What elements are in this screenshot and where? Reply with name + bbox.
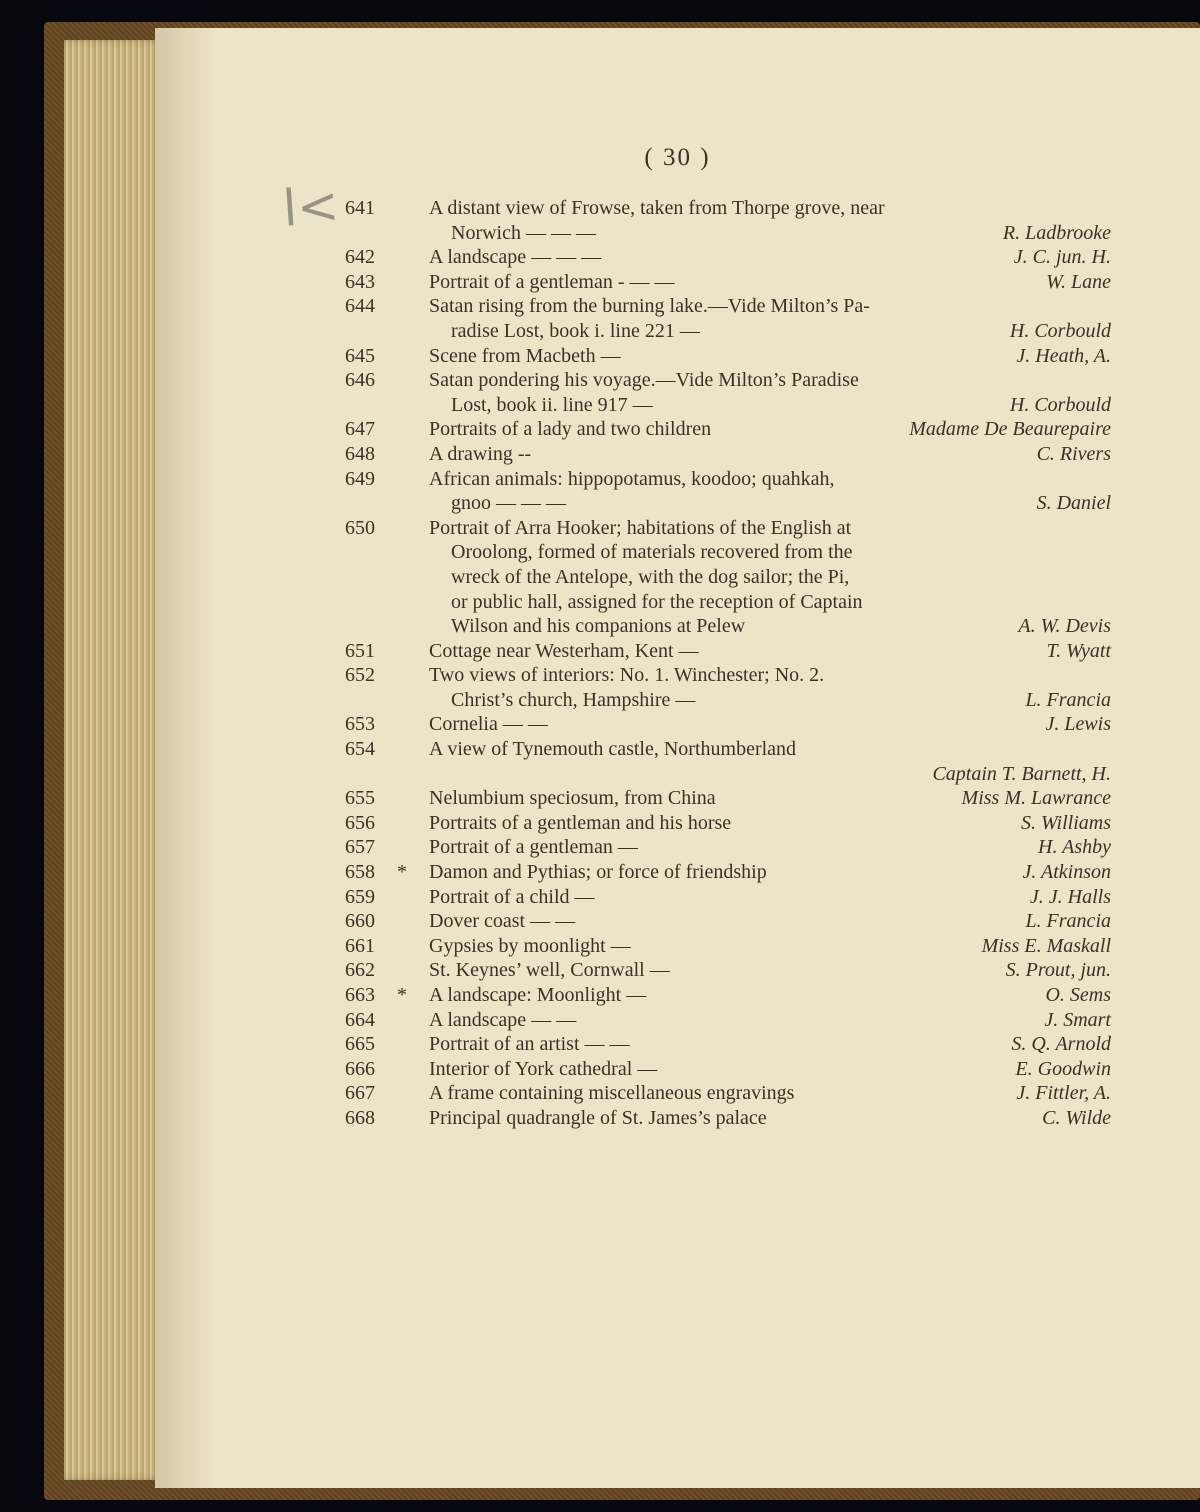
- entry-title-line: [451, 319, 1111, 344]
- catalogue-entry: [345, 885, 1111, 910]
- entry-title-text: A landscape: Moonlight —: [429, 984, 647, 1006]
- entry-artist: W. Lane: [1046, 270, 1111, 293]
- entry-artist: E. Goodwin: [1015, 1057, 1111, 1080]
- entry-artist: J. Lewis: [1045, 713, 1111, 736]
- catalogue-entry: [345, 1081, 1111, 1106]
- entry-title-line: [429, 1106, 1111, 1131]
- entry-title-text: Interior of York cathedral —: [429, 1057, 658, 1080]
- entry-number: 658: [345, 861, 375, 884]
- entry-artist: Miss E. Maskall: [981, 934, 1111, 957]
- entry-number: 651: [345, 639, 375, 662]
- entry-artist: J. C. jun. H.: [1013, 246, 1111, 269]
- entry-title-line: [429, 811, 1111, 836]
- entry-title-text: Norwich — — —: [451, 221, 596, 244]
- entry-artist: H. Corbould: [1009, 393, 1111, 416]
- entry-title-line: [429, 344, 1111, 369]
- catalogue-entry: [345, 270, 1111, 295]
- entry-number: 642: [345, 246, 375, 269]
- entry-title-line: [451, 540, 1105, 565]
- catalogue-entry: [345, 712, 1111, 737]
- entry-number: 654: [345, 738, 375, 761]
- entry-number: 660: [345, 910, 375, 933]
- entry-number: 649: [345, 467, 375, 490]
- entry-title-line: [451, 688, 1111, 713]
- entry-artist: C. Wilde: [1042, 1106, 1111, 1129]
- catalogue-entry: [345, 442, 1111, 467]
- entry-title-line: [429, 368, 1105, 393]
- entry-number: 647: [345, 418, 375, 441]
- entry-number: 667: [345, 1082, 375, 1105]
- entry-title-line: [451, 221, 1111, 246]
- entry-title-text: Nelumbium speciosum, from China: [429, 787, 716, 810]
- catalogue-entry: [345, 639, 1111, 664]
- entry-artist: S. Daniel: [1036, 492, 1111, 515]
- entry-artist: Captain T. Barnett, H.: [932, 762, 1111, 785]
- entry-title-line: [451, 565, 1105, 590]
- entry-title-text: Satan rising from the burning lake.—Vide Milton’s Pa-: [429, 295, 870, 318]
- entry-artist: H. Corbould: [1009, 319, 1111, 342]
- catalogue-entry: [345, 245, 1111, 270]
- entry-number: 644: [345, 295, 375, 318]
- entry-title-text: Portrait of a child —: [429, 885, 595, 908]
- entry-artist: S. Williams: [1020, 811, 1111, 834]
- entry-title-text: A distant view of Frowse, taken from Thorpe grove, near: [429, 197, 885, 219]
- entry-title-text: Portrait of a gentleman —: [429, 836, 638, 859]
- entry-title-text: St. Keynes’ well, Cornwall —: [429, 959, 670, 982]
- catalogue-entry: [345, 1106, 1111, 1131]
- catalogue-entry: [345, 1057, 1111, 1082]
- entry-number: 659: [345, 885, 375, 908]
- entry-artist: L. Francia: [1025, 910, 1111, 933]
- entry-title-line: [429, 270, 1111, 295]
- entry-number: 656: [345, 811, 375, 834]
- catalogue-entry: [345, 196, 1111, 245]
- catalogue-entry: [345, 368, 1111, 417]
- entry-artist: O. Sems: [1045, 984, 1111, 1006]
- entry-title-line: [451, 614, 1111, 639]
- entry-title-line: [429, 516, 1105, 541]
- entry-title-text: wreck of the Antelope, with the dog sailor; the Pi,: [451, 565, 850, 588]
- entry-number: 641: [345, 197, 375, 219]
- catalogue-entry: [345, 417, 1111, 442]
- entry-artist: Madame De Beaurepaire: [909, 418, 1111, 441]
- entry-number: 668: [345, 1106, 375, 1129]
- entry-number: 657: [345, 836, 375, 859]
- entry-title-text: Gypsies by moonlight —: [429, 934, 631, 957]
- entry-number: 652: [345, 664, 375, 687]
- catalogue-entry: [345, 983, 1111, 1008]
- entry-title-text: A view of Tynemouth castle, Northumberland: [429, 738, 797, 761]
- entry-title-text: gnoo — — —: [451, 492, 566, 515]
- page-edges: [64, 40, 164, 1480]
- entry-title-line: [429, 786, 1111, 811]
- entry-title-line: [429, 835, 1111, 860]
- entry-title-line: [451, 590, 1105, 615]
- entry-title-line: [429, 1032, 1111, 1057]
- entry-number: 661: [345, 934, 375, 957]
- entry-title-text: or public hall, assigned for the reception of Captain: [451, 590, 863, 613]
- entry-artist: J. Smart: [1044, 1008, 1111, 1031]
- entry-asterisk: *: [397, 984, 407, 1006]
- entry-title-text: Damon and Pythias; or force of friendship: [429, 861, 767, 884]
- entry-title-text: A landscape — —: [429, 1008, 577, 1031]
- entry-title-text: radise Lost, book i. line 221 —: [451, 319, 700, 342]
- entry-number: 653: [345, 713, 375, 736]
- catalogue-entry: [345, 1008, 1111, 1033]
- entry-artist: J. Atkinson: [1022, 861, 1111, 884]
- entry-title-text: Scene from Macbeth —: [429, 344, 621, 367]
- entry-artist: S. Q. Arnold: [1011, 1033, 1111, 1056]
- entry-title-line: [429, 934, 1111, 959]
- entry-number: 664: [345, 1008, 375, 1031]
- entry-number: 650: [345, 516, 375, 539]
- entry-title-line: [451, 491, 1111, 516]
- entry-title-line: [429, 1008, 1111, 1033]
- entry-title-text: Cornelia — —: [429, 713, 548, 736]
- catalogue-entry: [345, 344, 1111, 369]
- entry-title-line: [429, 442, 1111, 467]
- page-number: ( 30 ): [644, 144, 711, 171]
- entry-title-line: [429, 958, 1111, 983]
- entry-title-line: [451, 762, 1111, 787]
- entry-number: 663: [345, 984, 375, 1006]
- entry-title-line: [429, 885, 1111, 910]
- catalogue-entry: [345, 958, 1111, 983]
- catalogue-entry: [345, 786, 1111, 811]
- entry-title-text: Portrait of an artist — —: [429, 1033, 630, 1056]
- entry-asterisk: *: [397, 861, 407, 884]
- entry-artist: Miss M. Lawrance: [961, 787, 1111, 810]
- entry-title-line: [429, 196, 1105, 221]
- book-page: [155, 28, 1200, 1488]
- entry-number: 655: [345, 787, 375, 810]
- entry-title-text: Portraits of a lady and two children: [429, 418, 712, 441]
- entry-title-text: Portrait of Arra Hooker; habitations of the English at: [429, 516, 852, 539]
- catalogue-entry: [345, 860, 1111, 885]
- catalogue-entry: [345, 467, 1111, 516]
- entry-title-text: Dover coast — —: [429, 910, 576, 933]
- entry-title-text: Portraits of a gentleman and his horse: [429, 811, 732, 834]
- catalogue-entry: [345, 909, 1111, 934]
- entry-title-text: Wilson and his companions at Pelew: [451, 615, 746, 638]
- entry-number: 665: [345, 1033, 375, 1056]
- entry-title-text: Portrait of a gentleman - — —: [429, 270, 675, 293]
- entry-artist: C. Rivers: [1036, 442, 1111, 465]
- entry-artist: A. W. Devis: [1018, 615, 1111, 638]
- entry-title-line: [429, 417, 1111, 442]
- entry-number: 662: [345, 959, 375, 982]
- entry-title-text: African animals: hippopotamus, koodoo; quahkah,: [429, 467, 835, 490]
- entry-number: 646: [345, 369, 375, 392]
- entry-artist: H. Ashby: [1038, 836, 1111, 859]
- entry-title-text: Lost, book ii. line 917 —: [451, 393, 653, 416]
- entry-artist: J. Fittler, A.: [1016, 1082, 1111, 1105]
- entry-title-line: [429, 639, 1111, 664]
- entry-artist: J. J. Halls: [1029, 885, 1111, 908]
- entry-title-text: Oroolong, formed of materials recovered from the: [451, 541, 853, 564]
- entry-title-line: [429, 1057, 1111, 1082]
- catalogue-entry: [345, 835, 1111, 860]
- entry-artist: J. Heath, A.: [1016, 344, 1111, 367]
- catalogue-list: [345, 196, 1111, 1131]
- entry-title-line: [429, 983, 1111, 1008]
- entry-number: 643: [345, 270, 375, 293]
- catalogue-entry: [345, 663, 1111, 712]
- entry-number: 666: [345, 1057, 375, 1080]
- entry-title-text: A frame containing miscellaneous engravings: [429, 1082, 795, 1105]
- entry-title-text: [451, 763, 456, 785]
- catalogue-entry: [345, 737, 1111, 786]
- entry-title-text: Satan pondering his voyage.—Vide Milton’s Paradise: [429, 369, 859, 392]
- entry-title-line: [451, 393, 1111, 418]
- catalogue-entry: [345, 934, 1111, 959]
- entry-artist: S. Prout, jun.: [1005, 959, 1111, 982]
- entry-title-line: [429, 712, 1111, 737]
- entry-title-text: Christ’s church, Hampshire —: [451, 688, 696, 711]
- entry-number: 645: [345, 344, 375, 367]
- entry-title-text: Two views of interiors: No. 1. Winchester; No. 2.: [429, 664, 825, 687]
- entry-title-line: [429, 1081, 1111, 1106]
- entry-title-text: Principal quadrangle of St. James’s palace: [429, 1106, 767, 1129]
- entry-title-text: A landscape — — —: [429, 246, 602, 269]
- entry-title-text: Cottage near Westerham, Kent —: [429, 639, 699, 662]
- catalogue-entry: [345, 516, 1111, 639]
- catalogue-entry: [345, 294, 1111, 343]
- entry-title-line: [429, 860, 1111, 885]
- entry-title-line: [429, 245, 1111, 270]
- pencil-annotation: l<: [281, 176, 341, 238]
- entry-artist: R. Ladbrooke: [1002, 221, 1111, 244]
- entry-title-line: [429, 663, 1105, 688]
- entry-title-line: [429, 294, 1105, 319]
- catalogue-entry: [345, 811, 1111, 836]
- entry-title-line: [429, 737, 1105, 762]
- entry-number: 648: [345, 442, 375, 465]
- entry-title-line: [429, 909, 1111, 934]
- entry-artist: T. Wyatt: [1046, 639, 1111, 662]
- catalogue-entry: [345, 1032, 1111, 1057]
- entry-title-text: A drawing --: [429, 442, 532, 465]
- entry-title-line: [429, 467, 1105, 492]
- entry-artist: L. Francia: [1025, 688, 1111, 711]
